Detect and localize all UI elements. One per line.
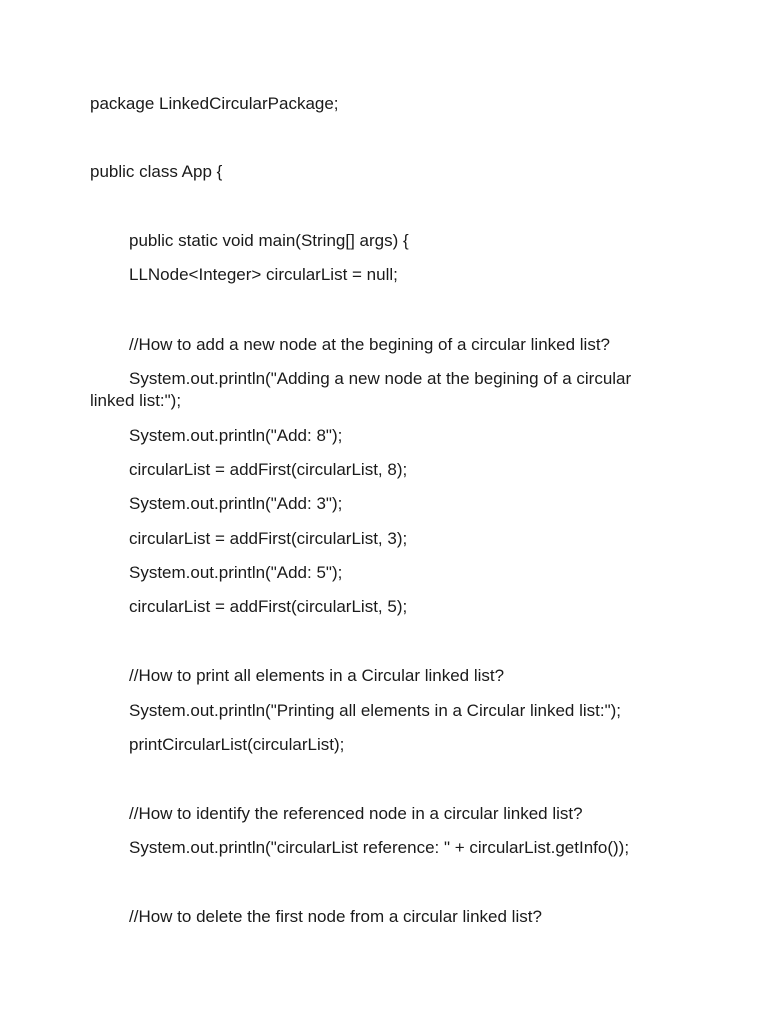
code-line-addfirst-5: circularList = addFirst(circularList, 5); — [129, 597, 408, 616]
code-line-println-reference: System.out.println("circularList reference: " + circularList.getInfo()); — [129, 838, 630, 857]
code-line-print-circular-list: printCircularList(circularList); — [129, 735, 345, 754]
code-line-main-method: public static void main(String[] args) { — [129, 231, 409, 250]
code-comment-referenced-node: //How to identify the referenced node in a circular linked list? — [129, 804, 583, 823]
code-line-println-add-5: System.out.println("Add: 5"); — [129, 563, 343, 582]
code-line-package: package LinkedCircularPackage; — [90, 94, 339, 113]
code-line-list-declaration: LLNode<Integer> circularList = null; — [129, 265, 398, 284]
code-comment-delete-first: //How to delete the first node from a circular linked list? — [129, 907, 542, 926]
code-line-println-printing: System.out.println("Printing all elements in a Circular linked list:"); — [129, 701, 622, 720]
code-line-println-adding: System.out.println("Adding a new node at the begining of a circular linked list:"); — [90, 369, 636, 410]
code-comment-print-all: //How to print all elements in a Circular linked list? — [129, 666, 505, 685]
code-line-println-add-3: System.out.println("Add: 3"); — [129, 494, 343, 513]
code-line-addfirst-3: circularList = addFirst(circularList, 3); — [129, 529, 408, 548]
code-line-addfirst-8: circularList = addFirst(circularList, 8); — [129, 460, 408, 479]
code-line-println-add-8: System.out.println("Add: 8"); — [129, 426, 343, 445]
code-comment-add-first: //How to add a new node at the begining of a circular linked list? — [129, 335, 611, 354]
code-line-class-declaration: public class App { — [90, 162, 223, 181]
